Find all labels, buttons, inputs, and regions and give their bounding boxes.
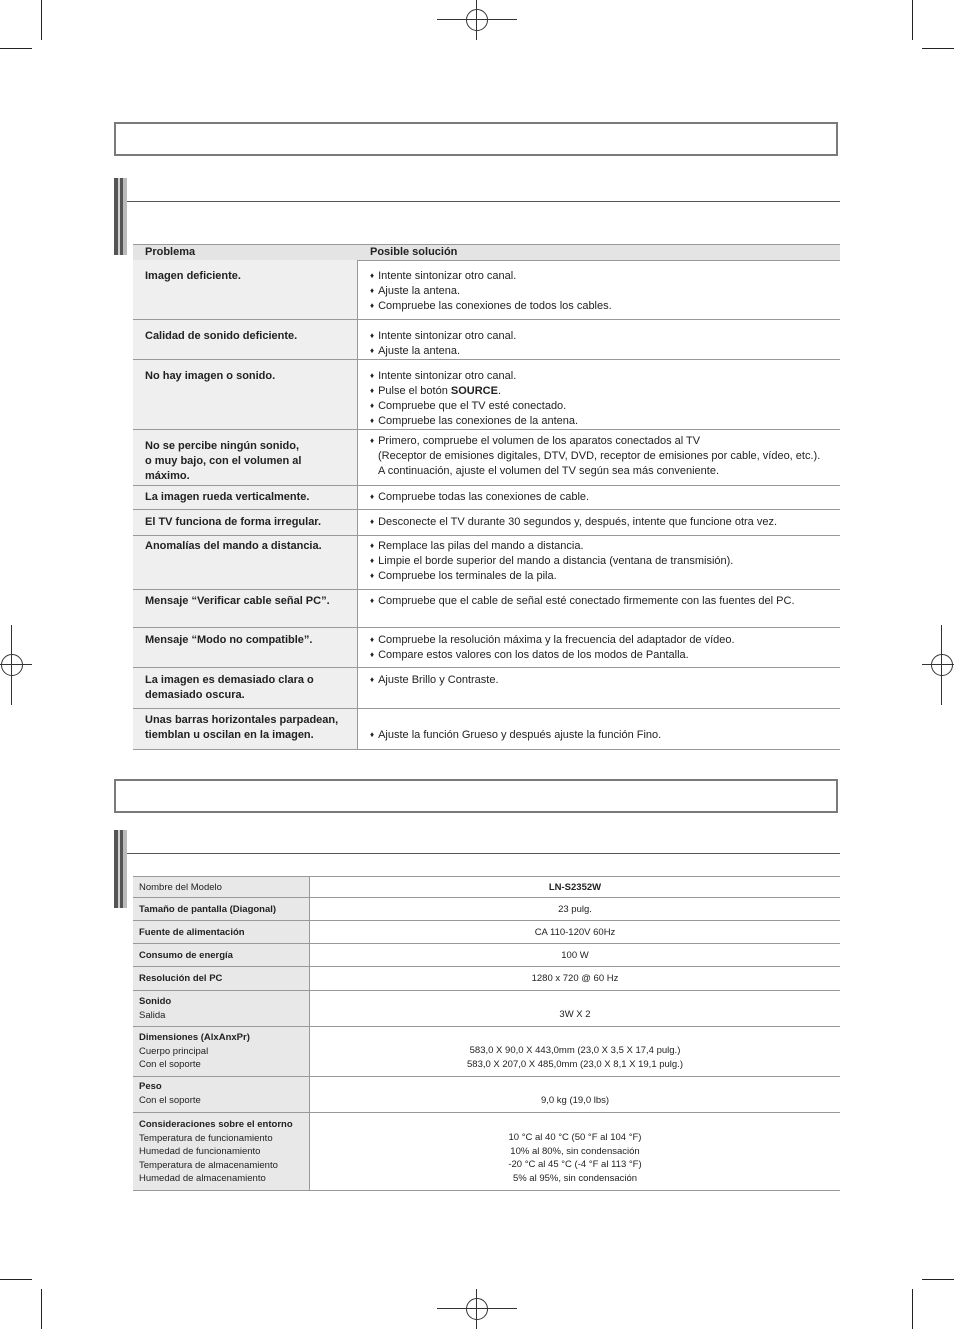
solution-item: ♦ Intente sintonizar otro canal. bbox=[370, 269, 840, 284]
crop-mark bbox=[912, 0, 913, 40]
solution-cell bbox=[370, 728, 840, 743]
problem-cell bbox=[133, 510, 358, 535]
spec-label-cell bbox=[133, 921, 310, 943]
spec-value: 23 pulg. bbox=[558, 904, 592, 915]
problem-text: Mensaje “Verificar cable señal PC”. bbox=[145, 595, 330, 607]
subsection-bar bbox=[114, 830, 127, 908]
spec-label: Fuente de alimentación bbox=[139, 927, 245, 938]
problem-text: La imagen rueda verticalmente. bbox=[145, 491, 310, 503]
table-row bbox=[133, 320, 840, 360]
spec-row bbox=[133, 991, 840, 1027]
solution-item: ♦ Compruebe que el TV esté conectado. bbox=[370, 399, 840, 414]
spec-label: Peso Con el soporte bbox=[139, 1081, 201, 1106]
table-row bbox=[133, 486, 840, 510]
solution-item: ♦ Compruebe los terminales de la pila. bbox=[370, 569, 840, 584]
spec-row bbox=[133, 898, 840, 921]
problem-text: Anomalías del mando a distancia. bbox=[145, 540, 322, 552]
problem-cell bbox=[133, 668, 358, 708]
spec-label-cell bbox=[133, 991, 310, 1026]
solution-cell bbox=[370, 673, 840, 688]
solution-cell bbox=[370, 434, 840, 479]
problem-text: La imagen es demasiado clara o demasiado oscura. bbox=[145, 674, 314, 701]
spec-value: 10 °C al 40 °C (50 °F al 104 °F) 10% al 80%, sin condensación -20 °C al 45 °C (-4 °F al 113 °F) 5% al 95%, sin condensación bbox=[508, 1132, 642, 1184]
solution-item: ♦ Remplace las pilas del mando a distancia. bbox=[370, 539, 840, 554]
table-row bbox=[133, 260, 840, 320]
crop-mark bbox=[922, 1279, 954, 1280]
solution-item: ♦ Ajuste la función Grueso y después ajuste la función Fino. bbox=[370, 728, 840, 743]
spec-label-cell bbox=[133, 898, 310, 920]
problem-cell bbox=[133, 590, 358, 627]
solution-cell bbox=[370, 490, 840, 505]
problem-cell bbox=[133, 320, 358, 359]
solution-cell bbox=[370, 269, 840, 314]
spec-value: 3W X 2 bbox=[559, 1009, 591, 1020]
problem-text: Mensaje “Modo no compatible”. bbox=[145, 634, 313, 646]
spec-label: Tamaño de pantalla (Diagonal) bbox=[139, 904, 277, 915]
crop-mark bbox=[41, 0, 42, 40]
crop-mark bbox=[0, 48, 32, 49]
spec-label-cell bbox=[133, 1077, 310, 1112]
solution-item: ♦ Intente sintonizar otro canal. bbox=[370, 369, 840, 384]
solution-item: ♦ Intente sintonizar otro canal. bbox=[370, 329, 840, 344]
spec-row bbox=[133, 944, 840, 967]
crop-mark bbox=[0, 1279, 32, 1280]
table-row bbox=[133, 360, 840, 430]
specifications-table bbox=[133, 876, 840, 1193]
spec-row bbox=[133, 1113, 840, 1191]
spec-row bbox=[133, 921, 840, 944]
solution-item: ♦ Compruebe la resolución máxima y la frecuencia del adaptador de vídeo. bbox=[370, 633, 840, 648]
crop-mark bbox=[41, 1289, 42, 1329]
problem-text: El TV funciona de forma irregular. bbox=[145, 516, 322, 528]
problem-text: No se percibe ningún sonido, o muy bajo, con el volumen al máximo. bbox=[145, 440, 302, 482]
spec-value: LN-S2352W bbox=[548, 882, 602, 893]
table-row bbox=[133, 430, 840, 486]
spec-label-cell bbox=[133, 967, 310, 990]
solution-item: ♦ Ajuste la antena. bbox=[370, 344, 840, 359]
solution-item: ♦ Pulse el botón SOURCE. bbox=[370, 384, 840, 399]
solution-item: ♦ Ajuste la antena. bbox=[370, 284, 840, 299]
problem-text: No hay imagen o sonido. bbox=[145, 370, 276, 382]
spec-row bbox=[133, 1077, 840, 1113]
source-button-label: SOURCE bbox=[450, 385, 498, 397]
solution-cell bbox=[370, 329, 840, 359]
problem-cell bbox=[133, 486, 358, 509]
solution-cell bbox=[370, 594, 840, 609]
spec-label: Dimensiones (AlxAnxPr) Cuerpo principal Con el soporte bbox=[139, 1032, 250, 1070]
spec-label: Sonido Salida bbox=[139, 996, 172, 1021]
solution-item: ♦ Compruebe las conexiones de la antena. bbox=[370, 414, 840, 429]
subsection-bar bbox=[114, 178, 127, 255]
subsection-rule bbox=[127, 201, 840, 202]
spec-value: 100 W bbox=[561, 950, 589, 961]
solution-continuation: A continuación, ajuste el volumen del TV según sea más conveniente. bbox=[378, 465, 720, 477]
problem-cell bbox=[133, 260, 358, 319]
solution-item: ♦ Compruebe que el cable de señal esté conectado firmemente con las fuentes del PC. bbox=[370, 594, 840, 609]
problem-cell bbox=[133, 360, 358, 429]
spec-value: 9,0 kg (19,0 lbs) bbox=[540, 1095, 610, 1106]
table-row bbox=[133, 628, 840, 668]
problem-text: Unas barras horizontales parpadean, tiemblan u oscilan en la imagen. bbox=[145, 714, 339, 741]
problem-cell bbox=[133, 430, 358, 485]
section-title-box bbox=[114, 779, 838, 813]
table-row bbox=[133, 709, 840, 750]
crop-mark bbox=[912, 1289, 913, 1329]
problem-cell bbox=[133, 709, 358, 749]
solution-cell bbox=[370, 515, 840, 530]
solution-item: ♦ Compruebe las conexiones de todos los cables. bbox=[370, 299, 840, 314]
problem-text: Calidad de sonido deficiente. bbox=[145, 330, 298, 342]
solution-item: ♦ Ajuste Brillo y Contraste. bbox=[370, 673, 840, 688]
solution-cell bbox=[370, 369, 840, 429]
problem-cell bbox=[133, 536, 358, 589]
spec-label: Consideraciones sobre el entorno Temperatura de funcionamiento Humedad de funcionamiento Temperatura de almacenamiento Humedad de almacenamiento bbox=[139, 1119, 293, 1184]
solution-item: ♦ Compruebe todas las conexiones de cable. bbox=[370, 490, 840, 505]
solution-continuation: (Receptor de emisiones digitales, DTV, DVD, receptor de emisiones por cable, vídeo, etc.). bbox=[378, 450, 821, 462]
spec-row bbox=[133, 877, 840, 898]
crop-mark bbox=[922, 48, 954, 49]
spec-label-cell bbox=[133, 1027, 310, 1076]
table-row bbox=[133, 668, 840, 709]
header-problem: Problema bbox=[145, 246, 196, 258]
subsection-rule bbox=[127, 853, 840, 854]
spec-row bbox=[133, 1027, 840, 1077]
spec-label: Resolución del PC bbox=[139, 973, 223, 984]
solution-item: ♦ Limpie el borde superior del mando a distancia (ventana de transmisión). bbox=[370, 554, 840, 569]
spec-value: CA 110-120V 60Hz bbox=[534, 927, 616, 938]
spec-value: 1280 x 720 @ 60 Hz bbox=[531, 973, 619, 984]
spec-label-cell bbox=[133, 1113, 310, 1190]
spec-label-cell bbox=[133, 877, 310, 897]
solution-item: ♦ Compare estos valores con los datos de los modos de Pantalla. bbox=[370, 648, 840, 663]
solution-cell bbox=[370, 633, 840, 663]
solution-item: ♦ Desconecte el TV durante 30 segundos y, después, intente que funcione otra vez. bbox=[370, 515, 840, 530]
troubleshooting-table bbox=[133, 244, 840, 750]
spec-label: Nombre del Modelo bbox=[139, 882, 222, 893]
spec-value: 583,0 X 90,0 X 443,0mm (23,0 X 3,5 X 17,4 pulg.) 583,0 X 207,0 X 485,0mm (23,0 X 8,1 X 19,1 pulg.) bbox=[467, 1045, 683, 1070]
header-solution: Posible solución bbox=[370, 246, 458, 258]
solution-cell bbox=[370, 539, 840, 584]
table-header bbox=[133, 244, 840, 261]
section-title-box bbox=[114, 122, 838, 156]
table-row bbox=[133, 590, 840, 628]
problem-cell bbox=[133, 628, 358, 667]
problem-text: Imagen deficiente. bbox=[145, 270, 241, 282]
spec-label-cell bbox=[133, 944, 310, 966]
table-row bbox=[133, 510, 840, 536]
spec-label: Consumo de energía bbox=[139, 950, 233, 961]
solution-item: ♦ Primero, compruebe el volumen de los aparatos conectados al TV bbox=[370, 434, 840, 449]
spec-row bbox=[133, 967, 840, 991]
table-row bbox=[133, 536, 840, 590]
